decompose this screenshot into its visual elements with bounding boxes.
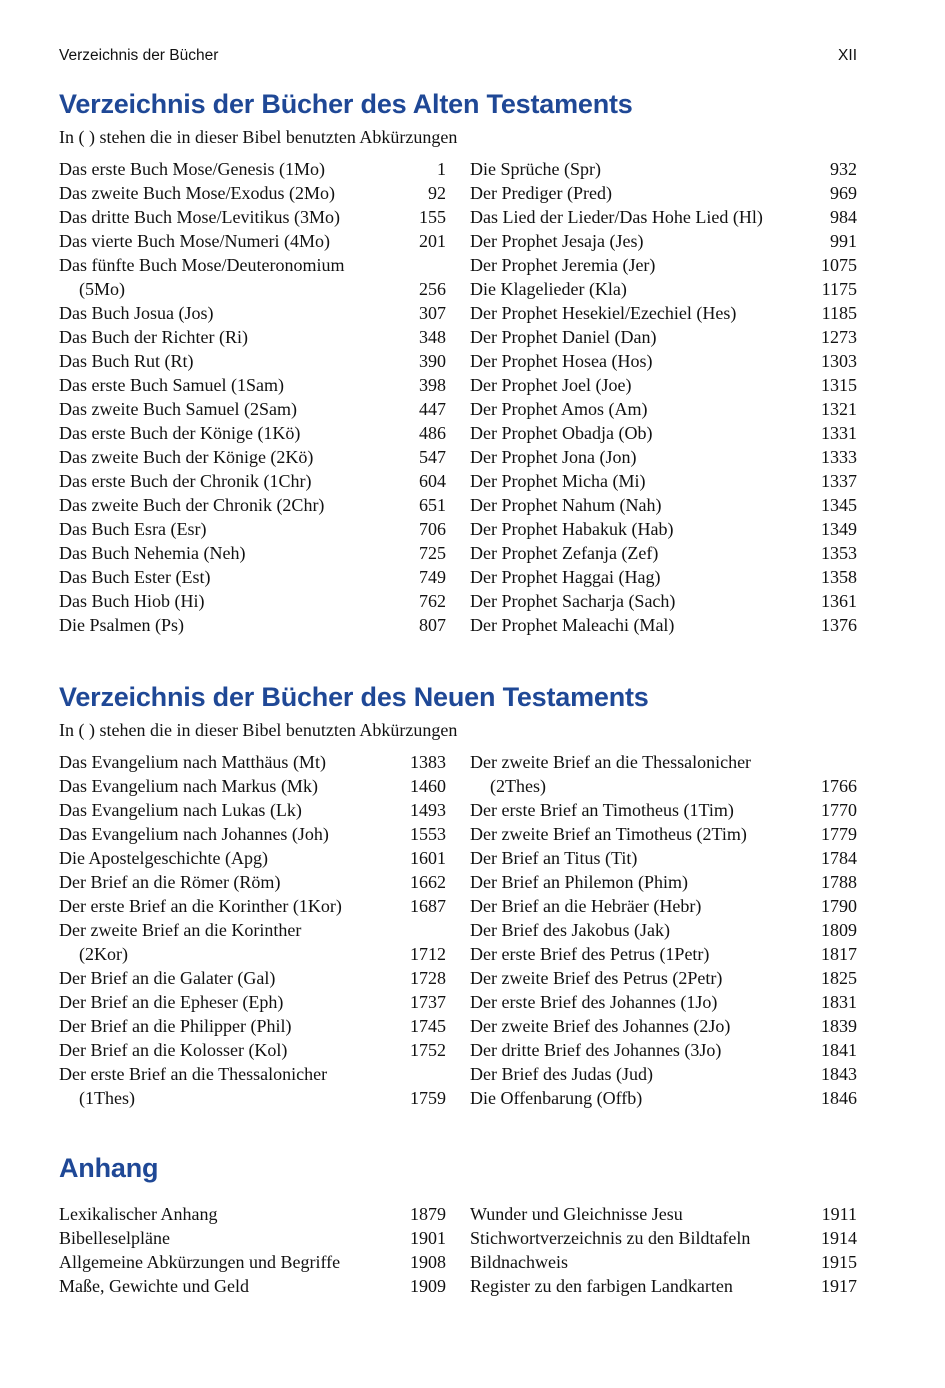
entry-title: Das erste Buch Samuel (1Sam) <box>59 375 284 395</box>
toc-entry <box>59 1250 446 1274</box>
entry-page-number: 991 <box>830 231 857 251</box>
toc-entry <box>470 397 857 421</box>
toc-entry <box>59 774 446 798</box>
toc-entry <box>470 589 857 613</box>
entry-title: Das erste Buch der Könige (1Kö) <box>59 423 301 443</box>
toc-entry <box>470 445 857 469</box>
entry-title: Der Brief an Titus (Tit) <box>470 848 638 868</box>
entry-page-number: 1745 <box>410 1016 446 1036</box>
entry-page-number: 1917 <box>821 1276 857 1296</box>
entry-title-continuation: (2Kor) <box>79 944 128 964</box>
toc-entry <box>59 301 446 325</box>
appendix-section <box>59 1151 857 1298</box>
toc-entry <box>470 1086 857 1110</box>
entry-page-number: 1493 <box>410 800 446 820</box>
toc-entry <box>470 1062 857 1086</box>
toc-entry <box>470 325 857 349</box>
toc-entry <box>59 846 446 870</box>
entry-title: Bildnachweis <box>470 1252 568 1272</box>
toc-entry <box>470 1226 857 1250</box>
entry-page-number: 1784 <box>821 848 857 868</box>
entry-title: Das Buch Rut (Rt) <box>59 351 194 371</box>
entry-page-number: 1349 <box>821 519 857 539</box>
toc-entry <box>470 870 857 894</box>
entry-title: Das vierte Buch Mose/Numeri (4Mo) <box>59 231 330 251</box>
entry-page-number: 1770 <box>821 800 857 820</box>
toc-entry <box>59 1062 446 1110</box>
toc-entry <box>59 493 446 517</box>
entry-title: Bibelleselpläne <box>59 1228 170 1248</box>
appendix-left-column <box>59 1202 446 1298</box>
toc-entry <box>59 181 446 205</box>
toc-entry <box>59 421 446 445</box>
toc-entry <box>59 205 446 229</box>
toc-entry <box>59 397 446 421</box>
entry-title: Der erste Brief an Timotheus (1Tim) <box>470 800 734 820</box>
entry-title: Lexikalischer Anhang <box>59 1204 218 1224</box>
entry-title: Das Evangelium nach Lukas (Lk) <box>59 800 302 820</box>
entry-title: Der Prophet Hesekiel/Ezechiel (Hes) <box>470 303 737 323</box>
entry-title: Der Prophet Nahum (Nah) <box>470 495 662 515</box>
entry-title: Das Evangelium nach Matthäus (Mt) <box>59 752 326 772</box>
entry-page-number: 1839 <box>821 1016 857 1036</box>
entry-title: Der Brief an Philemon (Phim) <box>470 872 688 892</box>
entry-page-number: 1911 <box>821 1204 857 1224</box>
toc-entry <box>470 205 857 229</box>
entry-title: Der dritte Brief des Johannes (3Jo) <box>470 1040 722 1060</box>
entry-page-number: 1752 <box>410 1040 446 1060</box>
toc-entry <box>59 870 446 894</box>
toc-entry <box>470 1014 857 1038</box>
entry-page-number: 1337 <box>821 471 857 491</box>
entry-page-number: 1915 <box>821 1252 857 1272</box>
entry-title: Der Prophet Zefanja (Zef) <box>470 543 659 563</box>
entry-title-continuation: (2Thes) <box>490 776 546 796</box>
entry-title: Die Klagelieder (Kla) <box>470 279 627 299</box>
entry-page-number: 1601 <box>410 848 446 868</box>
entry-page-number: 390 <box>419 351 446 371</box>
entry-page-number: 762 <box>419 591 446 611</box>
entry-page-number: 1185 <box>821 303 857 323</box>
entry-page-number: 1841 <box>821 1040 857 1060</box>
entry-page-number: 1460 <box>410 776 446 796</box>
toc-entry <box>470 966 857 990</box>
entry-title: Register zu den farbigen Landkarten <box>470 1276 733 1296</box>
entry-page-number: 1779 <box>821 824 857 844</box>
toc-entry <box>470 373 857 397</box>
toc-entry <box>59 157 446 181</box>
entry-title: Der Brief des Jakobus (Jak) <box>470 920 670 940</box>
entry-title: Das Buch Esra (Esr) <box>59 519 207 539</box>
entry-page-number: 1358 <box>821 567 857 587</box>
entry-page-number: 1345 <box>821 495 857 515</box>
entry-title: Allgemeine Abkürzungen und Begriffe <box>59 1252 341 1272</box>
entry-page-number: 1075 <box>821 255 857 275</box>
old-testament-note: In ( ) stehen die in dieser Bibel benutzten Abkürzungen <box>59 127 458 147</box>
entry-title: Das fünfte Buch Mose/Deuteronomium <box>59 255 345 275</box>
running-head-title: Verzeichnis der Bücher <box>59 47 219 64</box>
entry-title: Das erste Buch der Chronik (1Chr) <box>59 471 312 491</box>
toc-entry <box>470 1274 857 1298</box>
new-testament-section <box>59 680 857 1110</box>
entry-title: Das Buch Josua (Jos) <box>59 303 214 323</box>
entry-title: Der Prophet Maleachi (Mal) <box>470 615 675 635</box>
old-testament-section <box>59 87 857 637</box>
entry-page-number: 1 <box>437 159 446 179</box>
entry-page-number: 547 <box>419 447 446 467</box>
entry-title: Der Prophet Micha (Mi) <box>470 471 646 491</box>
toc-entry <box>59 1226 446 1250</box>
toc-entry <box>470 1038 857 1062</box>
entry-page-number: 1909 <box>410 1276 446 1296</box>
toc-entry <box>470 301 857 325</box>
toc-entry <box>59 349 446 373</box>
entry-title: Das Buch Ester (Est) <box>59 567 211 587</box>
entry-title: Das zweite Buch der Chronik (2Chr) <box>59 495 325 515</box>
running-head <box>59 47 857 71</box>
entry-page-number: 1662 <box>410 872 446 892</box>
entry-page-number: 725 <box>419 543 446 563</box>
entry-page-number: 1728 <box>410 968 446 988</box>
old-testament-heading: Verzeichnis der Bücher des Alten Testaments <box>59 89 633 119</box>
entry-title: Der zweite Brief an die Thessalonicher <box>470 752 752 772</box>
entry-page-number: 1825 <box>821 968 857 988</box>
toc-entry <box>470 421 857 445</box>
entry-page-number: 1788 <box>821 872 857 892</box>
entry-page-number: 651 <box>419 495 446 515</box>
appendix-right-column <box>470 1202 857 1298</box>
toc-entry <box>470 181 857 205</box>
entry-page-number: 1766 <box>821 776 857 796</box>
toc-entry <box>470 517 857 541</box>
entry-page-number: 706 <box>419 519 446 539</box>
entry-title: Stichwortverzeichnis zu den Bildtafeln <box>470 1228 751 1248</box>
entry-page-number: 1908 <box>410 1252 446 1272</box>
entry-title: Der Prophet Daniel (Dan) <box>470 327 657 347</box>
entry-page-number: 348 <box>419 327 446 347</box>
entry-page-number: 1817 <box>821 944 857 964</box>
entry-title: Das Evangelium nach Johannes (Joh) <box>59 824 329 844</box>
entry-page-number: 201 <box>419 231 446 251</box>
toc-entry <box>470 493 857 517</box>
entry-title: Der Prophet Habakuk (Hab) <box>470 519 674 539</box>
entry-title: Der Prophet Jesaja (Jes) <box>470 231 644 251</box>
entry-title: Der Brief an die Epheser (Eph) <box>59 992 284 1012</box>
toc-entry <box>470 750 857 798</box>
toc-entry <box>470 253 857 277</box>
entry-page-number: 1831 <box>821 992 857 1012</box>
new-testament-note: In ( ) stehen die in dieser Bibel benutzten Abkürzungen <box>59 720 458 740</box>
entry-page-number: 1315 <box>821 375 857 395</box>
toc-entry <box>59 229 446 253</box>
entry-page-number: 604 <box>419 471 446 491</box>
toc-entry <box>470 822 857 846</box>
old-testament-right-column <box>470 157 857 637</box>
entry-page-number: 1914 <box>821 1228 857 1248</box>
toc-entry <box>470 918 857 942</box>
entry-page-number: 1333 <box>821 447 857 467</box>
entry-title: Der erste Brief an die Korinther (1Kor) <box>59 896 342 916</box>
entry-page-number: 1383 <box>410 752 446 772</box>
toc-entry <box>470 846 857 870</box>
entry-title: Der Brief an die Hebräer (Hebr) <box>470 896 702 916</box>
toc-entry <box>59 1202 446 1226</box>
entry-page-number: 1273 <box>821 327 857 347</box>
entry-title: Der zweite Brief an die Korinther <box>59 920 302 940</box>
entry-page-number: 807 <box>419 615 446 635</box>
entry-title: Der Prophet Obadja (Ob) <box>470 423 653 443</box>
entry-page-number: 155 <box>419 207 446 227</box>
entry-title: Das Evangelium nach Markus (Mk) <box>59 776 318 796</box>
entry-title: Der Prophet Sacharja (Sach) <box>470 591 676 611</box>
toc-entry <box>59 990 446 1014</box>
entry-page-number: 749 <box>419 567 446 587</box>
entry-page-number: 398 <box>419 375 446 395</box>
entry-title: Wunder und Gleichnisse Jesu <box>470 1204 683 1224</box>
entry-title: Der Prophet Hosea (Hos) <box>470 351 653 371</box>
entry-page-number: 1712 <box>410 944 446 964</box>
entry-title: Der zweite Brief an Timotheus (2Tim) <box>470 824 747 844</box>
page-number: XII <box>838 47 857 64</box>
entry-title: Der zweite Brief des Petrus (2Petr) <box>470 968 723 988</box>
entry-page-number: 1790 <box>821 896 857 916</box>
entry-page-number: 1759 <box>410 1088 446 1108</box>
toc-entry <box>59 445 446 469</box>
toc-entry <box>470 894 857 918</box>
entry-page-number: 1303 <box>821 351 857 371</box>
toc-entry <box>59 517 446 541</box>
toc-entry <box>470 1202 857 1226</box>
new-testament-heading: Verzeichnis der Bücher des Neuen Testaments <box>59 682 649 712</box>
entry-page-number: 1846 <box>821 1088 857 1108</box>
entry-page-number: 447 <box>419 399 446 419</box>
entry-title: Der erste Brief des Johannes (1Jo) <box>470 992 718 1012</box>
toc-entry <box>470 349 857 373</box>
entry-title: Der erste Brief des Petrus (1Petr) <box>470 944 710 964</box>
entry-title: Die Offenbarung (Offb) <box>470 1088 643 1108</box>
toc-entry <box>470 613 857 637</box>
toc-entry <box>59 894 446 918</box>
entry-page-number: 1901 <box>410 1228 446 1248</box>
toc-entry <box>59 966 446 990</box>
entry-page-number: 1553 <box>410 824 446 844</box>
entry-page-number: 969 <box>830 183 857 203</box>
toc-entry <box>59 565 446 589</box>
entry-title: Das dritte Buch Mose/Levitikus (3Mo) <box>59 207 340 227</box>
entry-title: Das Buch Nehemia (Neh) <box>59 543 246 563</box>
toc-entry <box>59 541 446 565</box>
entry-title: Die Apostelgeschichte (Apg) <box>59 848 268 868</box>
entry-page-number: 307 <box>419 303 446 323</box>
toc-entry <box>59 822 446 846</box>
toc-entry <box>59 469 446 493</box>
entry-title: Der Brief an die Kolosser (Kol) <box>59 1040 288 1060</box>
entry-title: Das erste Buch Mose/Genesis (1Mo) <box>59 159 325 179</box>
entry-page-number: 1737 <box>410 992 446 1012</box>
entry-title: Der Brief an die Philipper (Phil) <box>59 1016 292 1036</box>
appendix-heading: Anhang <box>59 1153 159 1183</box>
entry-title: Der Prophet Amos (Am) <box>470 399 648 419</box>
entry-page-number: 1353 <box>821 543 857 563</box>
entry-title: Der Prophet Haggai (Hag) <box>470 567 661 587</box>
toc-entry <box>59 613 446 637</box>
entry-title: Das Buch der Richter (Ri) <box>59 327 248 347</box>
entry-page-number: 1843 <box>821 1064 857 1084</box>
toc-entry <box>470 565 857 589</box>
toc-entry <box>470 157 857 181</box>
toc-entry <box>59 918 446 966</box>
toc-entry <box>470 229 857 253</box>
entry-page-number: 932 <box>830 159 857 179</box>
toc-entry <box>59 1274 446 1298</box>
entry-title: Der Brief an die Galater (Gal) <box>59 968 276 988</box>
entry-page-number: 486 <box>419 423 446 443</box>
entry-title-continuation: (1Thes) <box>79 1088 135 1108</box>
toc-entry <box>470 541 857 565</box>
entry-title: Der Prophet Jona (Jon) <box>470 447 637 467</box>
toc-entry <box>470 942 857 966</box>
toc-entry <box>470 990 857 1014</box>
entry-title: Die Psalmen (Ps) <box>59 615 184 635</box>
entry-page-number: 92 <box>428 183 446 203</box>
toc-entry <box>59 1038 446 1062</box>
entry-page-number: 1879 <box>410 1204 446 1224</box>
entry-page-number: 1687 <box>410 896 446 916</box>
entry-title: Das Buch Hiob (Hi) <box>59 591 205 611</box>
entry-title-continuation: (5Mo) <box>79 279 125 299</box>
toc-entry <box>470 469 857 493</box>
entry-title: Das zweite Buch Samuel (2Sam) <box>59 399 297 419</box>
old-testament-left-column <box>59 157 446 637</box>
entry-page-number: 1175 <box>821 279 857 299</box>
entry-title: Die Sprüche (Spr) <box>470 159 601 179</box>
toc-entry <box>59 325 446 349</box>
entry-title: Der Prediger (Pred) <box>470 183 612 203</box>
toc-entry <box>59 750 446 774</box>
entry-page-number: 1361 <box>821 591 857 611</box>
toc-entry <box>59 798 446 822</box>
toc-entry <box>470 798 857 822</box>
toc-entry <box>470 277 857 301</box>
toc-entry <box>59 1014 446 1038</box>
entry-page-number: 1376 <box>821 615 857 635</box>
entry-title: Der Brief des Judas (Jud) <box>470 1064 653 1084</box>
entry-title: Der Prophet Joel (Joe) <box>470 375 632 395</box>
entry-page-number: 256 <box>419 279 446 299</box>
toc-entry <box>470 1250 857 1274</box>
entry-title: Der erste Brief an die Thessalonicher <box>59 1064 328 1084</box>
entry-page-number: 984 <box>830 207 857 227</box>
entry-title: Der zweite Brief des Johannes (2Jo) <box>470 1016 731 1036</box>
entry-title: Das zweite Buch der Könige (2Kö) <box>59 447 314 467</box>
new-testament-left-column <box>59 750 446 1110</box>
entry-page-number: 1321 <box>821 399 857 419</box>
toc-entry <box>59 373 446 397</box>
entry-title: Das Lied der Lieder/Das Hohe Lied (Hl) <box>470 207 763 227</box>
entry-page-number: 1809 <box>821 920 857 940</box>
entry-page-number: 1331 <box>821 423 857 443</box>
new-testament-right-column <box>470 750 857 1110</box>
entry-title: Der Brief an die Römer (Röm) <box>59 872 281 892</box>
entry-title: Der Prophet Jeremia (Jer) <box>470 255 656 275</box>
entry-title: Das zweite Buch Mose/Exodus (2Mo) <box>59 183 335 203</box>
toc-entry <box>59 589 446 613</box>
entry-title: Maße, Gewichte und Geld <box>59 1276 249 1296</box>
toc-entry <box>59 253 446 301</box>
